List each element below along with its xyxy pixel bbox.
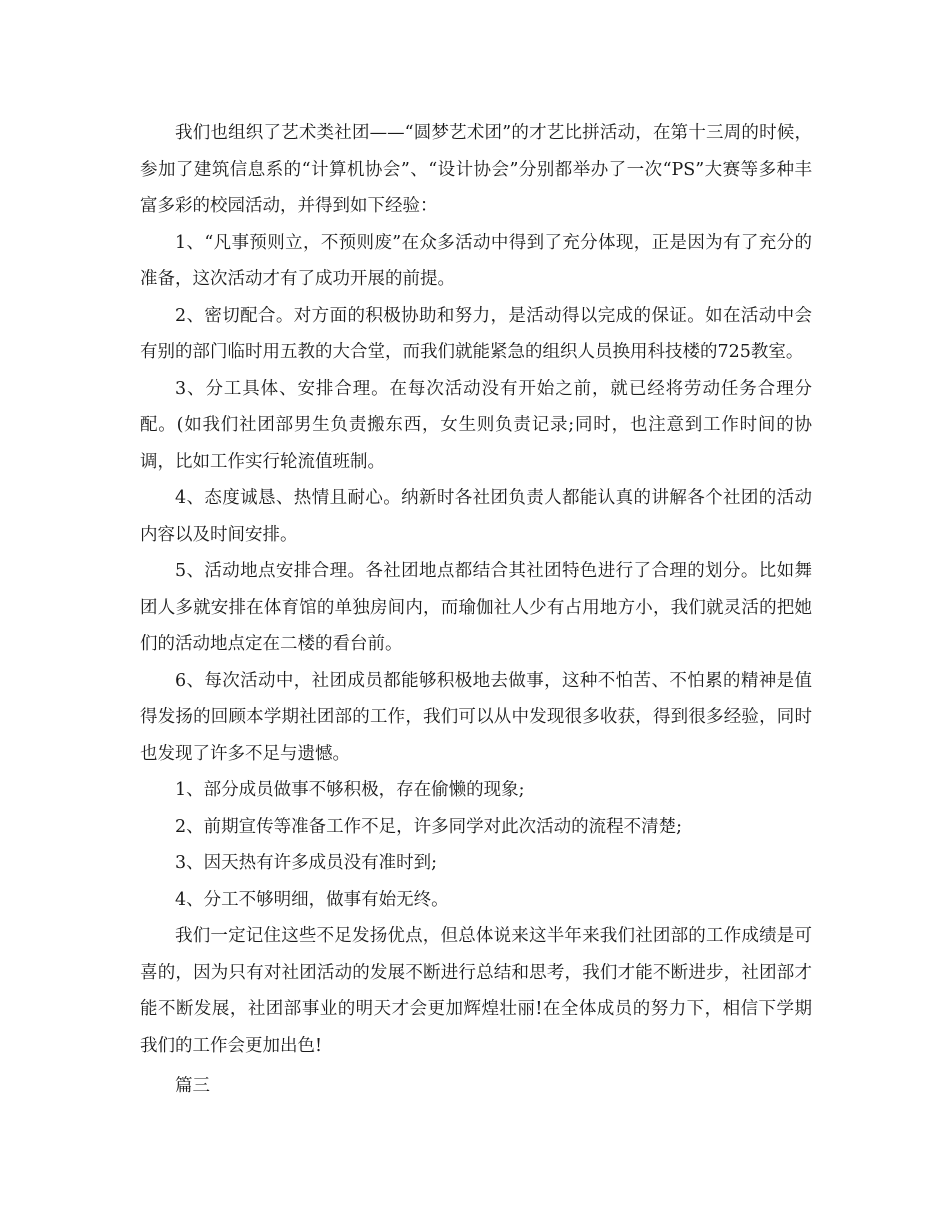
paragraph-experience-6: 6、每次活动中，社团成员都能够积极地去做事，这种不怕苦、不怕累的精神是值得发扬的回顾本学期社团部的工作，我们可以从中发现很多收获，得到很多经验，同时也发现了许多不足与遗憾。 bbox=[140, 670, 812, 764]
paragraph-experience-4: 4、态度诚恳、热情且耐心。纳新时各社团负责人都能认真的讲解各个社团的活动内容以及时间安排。 bbox=[140, 488, 812, 545]
paragraph-shortcoming-1: 1、部分成员做事不够积极，存在偷懒的现象; bbox=[175, 780, 525, 800]
paragraph-intro: 我们也组织了艺术类社团——“圆梦艺术团”的才艺比拼活动，在第十三周的时候，参加了建筑信息系的“计算机协会”、“设计协会”分别都举办了一次“PS”大赛等多种丰富多彩的校园活动，并得到如下经验： bbox=[140, 123, 812, 216]
document-body bbox=[140, 115, 812, 1105]
paragraph-shortcoming-2: 2、前期宣传等准备工作不足，许多同学对此次活动的流程不清楚; bbox=[175, 816, 683, 837]
paragraph-shortcoming-3: 3、因天热有许多成员没有准时到; bbox=[175, 853, 438, 873]
paragraph-experience-2: 2、密切配合。对方面的积极协助和努力，是活动得以完成的保证。如在活动中会有别的部门临时用五教的大合堂，而我们就能紧急的组织人员换用科技楼的725教室。 bbox=[140, 305, 812, 362]
paragraph-shortcoming-4: 4、分工不够明细，做事有始无终。 bbox=[175, 889, 449, 910]
section-heading: 篇三 bbox=[175, 1076, 210, 1096]
paragraph-experience-3: 3、分工具体、安排合理。在每次活动没有开始之前，就已经将劳动任务合理分配。(如我们社团部男生负责搬东西，女生则负责记录;同时，也注意到工作时间的协调，比如工作实行轮流值班制。 bbox=[140, 378, 812, 472]
paragraph-conclusion: 我们一定记住这些不足发扬优点，但总体说来这半年来我们社团部的工作成绩是可喜的，因为只有对社团活动的发展不断进行总结和思考，我们才能不断进步，社团部才能不断发展，社团部事业的明天才会更加辉煌壮丽!在全体成员的努力下，相信下学期我们的工作会更加出色! bbox=[140, 926, 812, 1056]
paragraph-experience-5: 5、活动地点安排合理。各社团地点都结合其社团特色进行了合理的划分。比如舞团人多就安排在体育馆的单独房间内，而瑜伽社人少有占用地方小，我们就灵活的把她们的活动地点定在二楼的看台前。 bbox=[140, 561, 812, 654]
paragraph-experience-1: 1、“凡事预则立，不预则废”在众多活动中得到了充分体现，正是因为有了充分的准备，这次活动才有了成功开展的前提。 bbox=[140, 232, 812, 289]
